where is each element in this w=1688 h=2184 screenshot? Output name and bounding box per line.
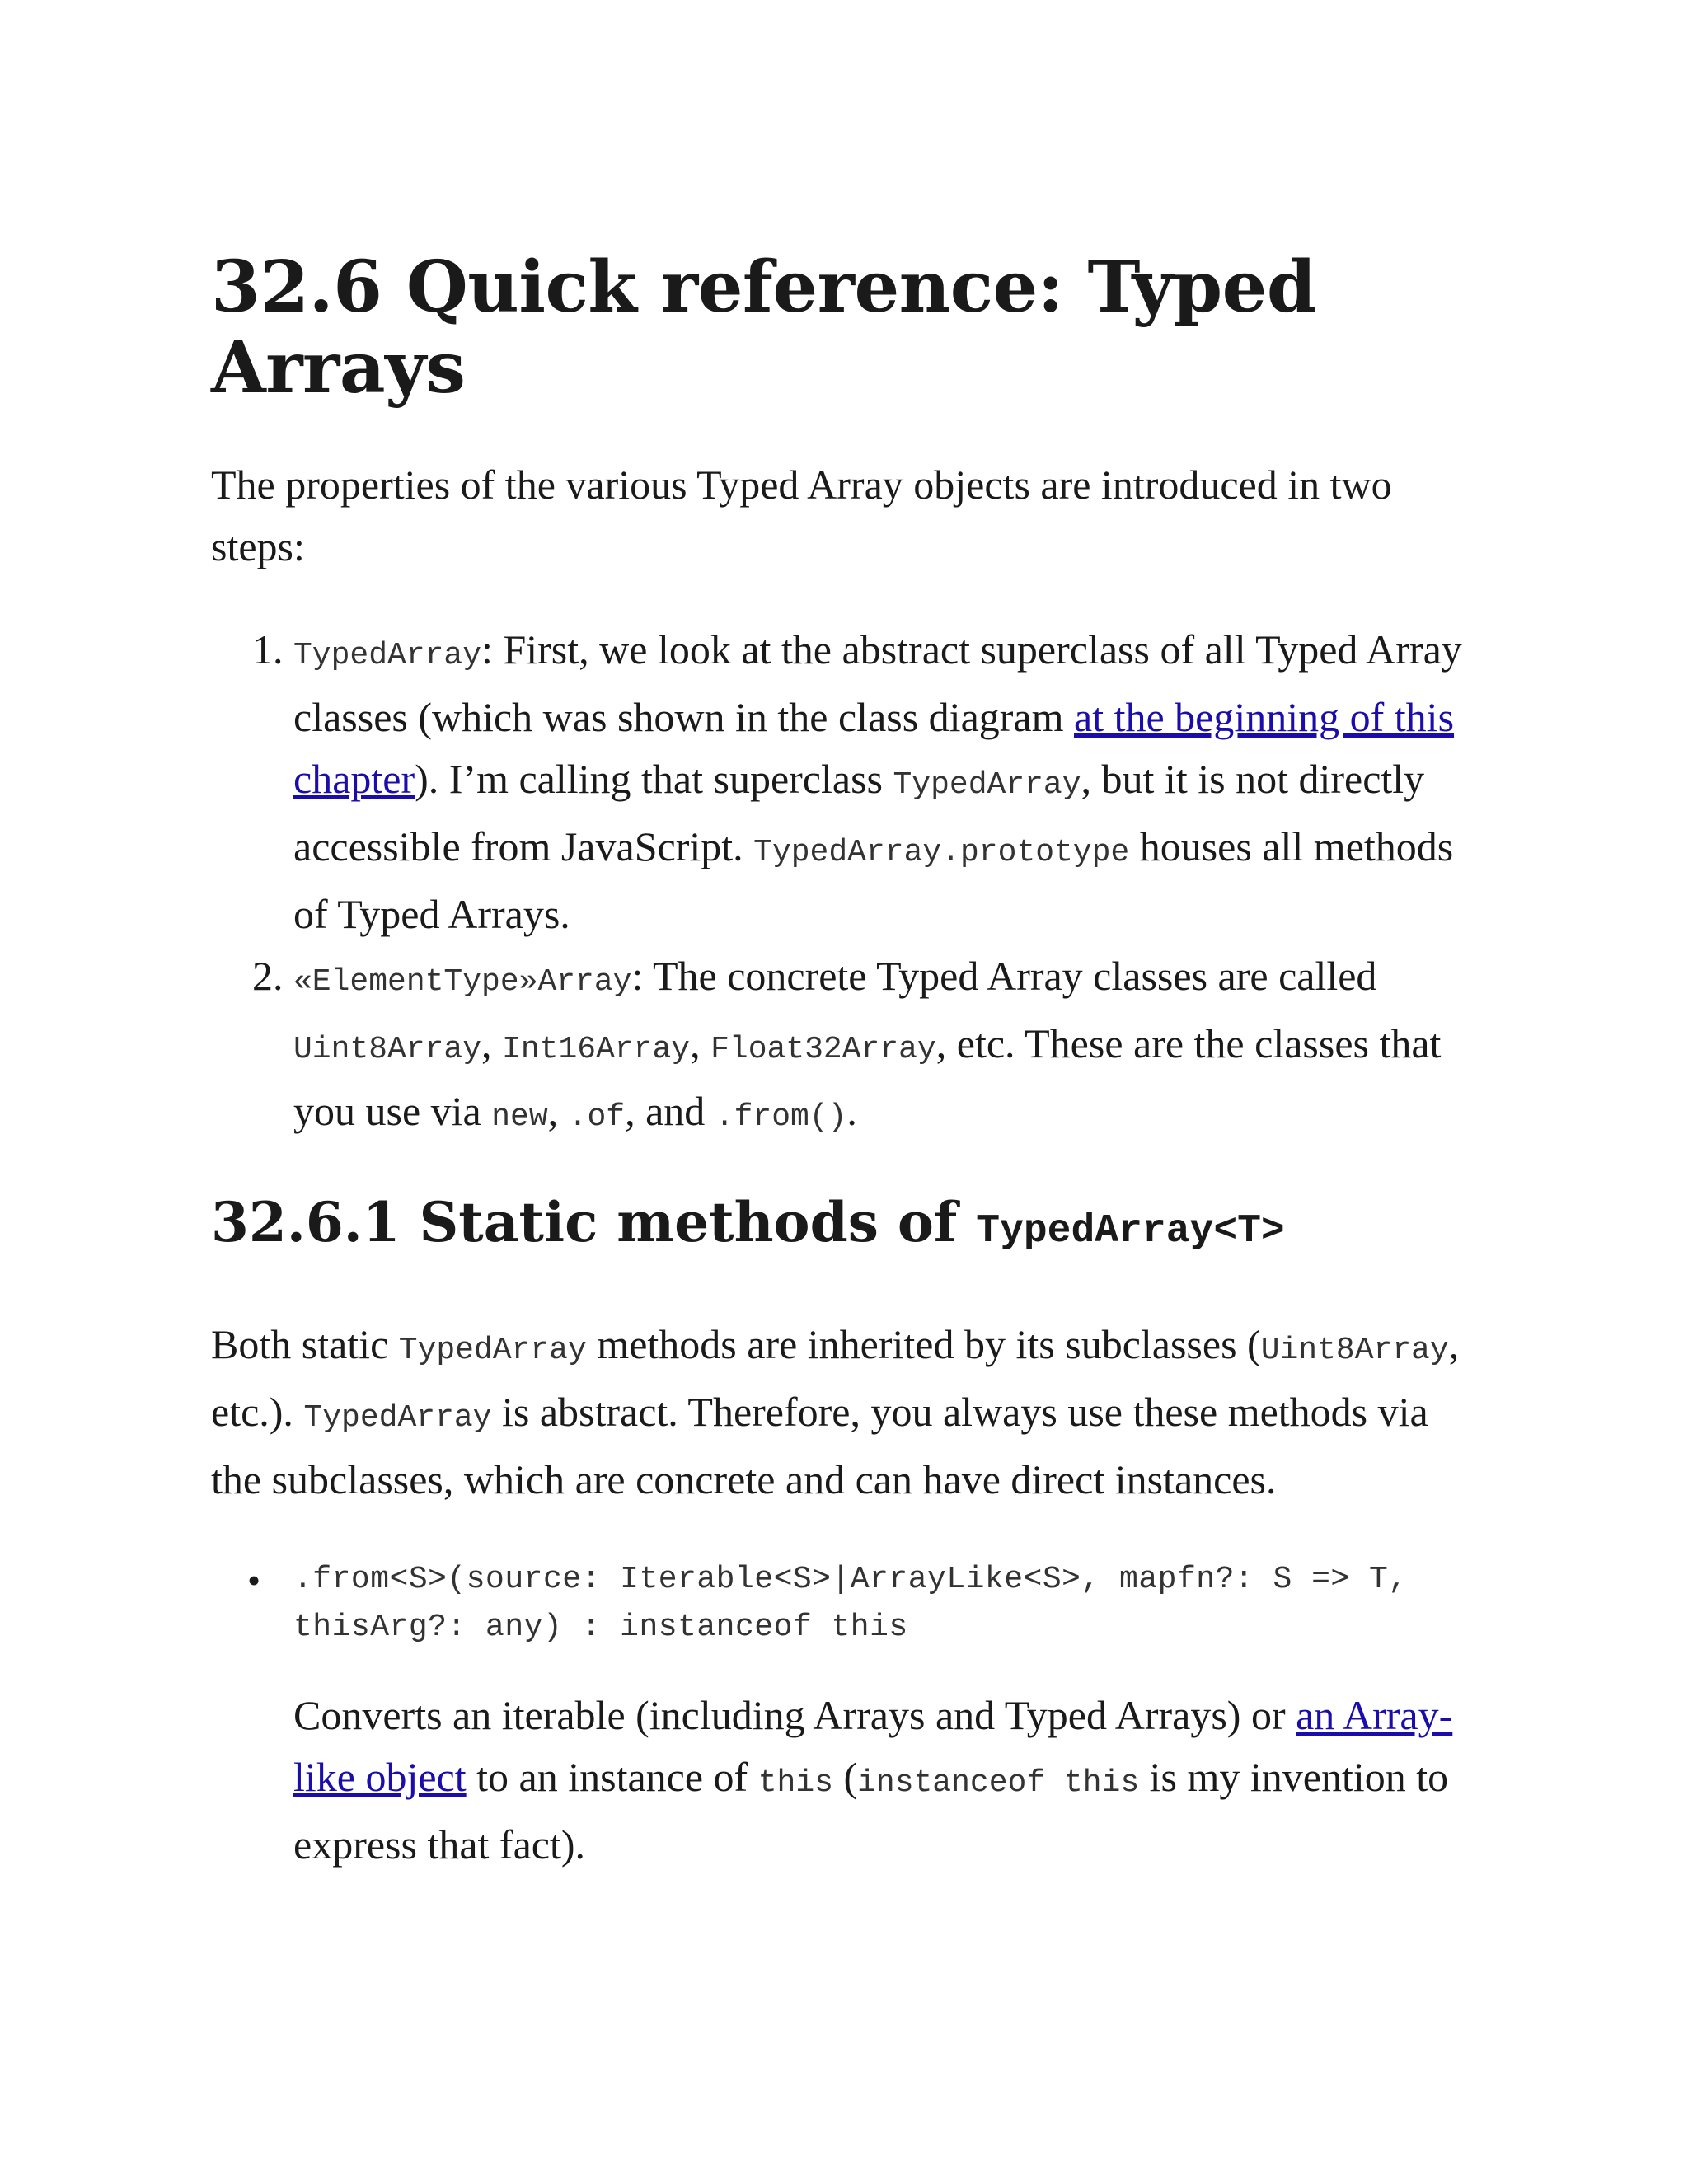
section-heading: 32.6.1 Static methods of TypedArray<T> [211,1190,1285,1254]
page-title: 32.6 Quick reference: Typed Arrays [211,246,1316,410]
inline-code: TypedArray.prototype [753,835,1130,870]
inline-code: TypedArray [293,638,482,673]
inline-code: Uint8Array [293,1032,482,1067]
inline-code: this [757,1765,833,1801]
inline-code: Int16Array [502,1032,691,1067]
method-signature: .from<S>(source: Iterable<S>|ArrayLike<S>, mapfn?: S => T, thisArg?: any) : instanceof this [293,1562,1408,1645]
method-item [247,1556,1480,1876]
steps-list [211,619,1480,1148]
heading-code: TypedArray<T> [976,1209,1285,1254]
bullet-icon: • [247,1559,261,1601]
inline-code: «ElementType»Array [293,964,632,1000]
inline-code: TypedArray [303,1400,492,1436]
inline-code: .from() [715,1099,847,1135]
inline-code: TypedArray [893,767,1081,803]
list-item: 2. «ElementType»Array: The concrete Typed Array classes are called Uint8Array, Int16Array, Float32Array, etc. These are the classes that you use via new, .of, and .from(). [293,945,1480,1148]
section-heading-wrap [211,1189,1480,1264]
inline-code: new [491,1099,548,1135]
inline-code: instanceof this [857,1765,1140,1801]
inline-code: .of [568,1099,626,1135]
intro-paragraph: The properties of the various Typed Array objects are introduced in two steps: [211,462,1392,569]
inline-code: Float32Array [710,1032,936,1067]
static-intro-paragraph: Both static TypedArray methods are inherited by its subclasses (Uint8Array, etc.). TypedArray is abstract. Therefore, you always use these methods via the subclasses, which are concrete and can have direct instances. [211,1321,1460,1502]
inline-code: Uint8Array [1260,1333,1449,1368]
list-item: 1. TypedArray: First, we look at the abstract superclass of all Typed Array classes (which was shown in the class diagram at the beginning of this chapter). I’m calling that superclass TypedArray, but it is not directly accessible from JavaScript. TypedArray.prototype houses all methods of Typed Arrays. [293,619,1480,945]
methods-list [211,1556,1480,1876]
inline-code: TypedArray [398,1333,587,1368]
document-page [211,247,1480,1876]
method-description: Converts an iterable (including Arrays and Typed Arrays) or an Array-like object to an instance of this (instanceof this is my invention to express that fact). [293,1692,1453,1868]
array-like-object-link[interactable]: an Array-like object [293,1692,1453,1800]
chapter-beginning-link[interactable]: at the beginning of this chapter [293,694,1455,802]
